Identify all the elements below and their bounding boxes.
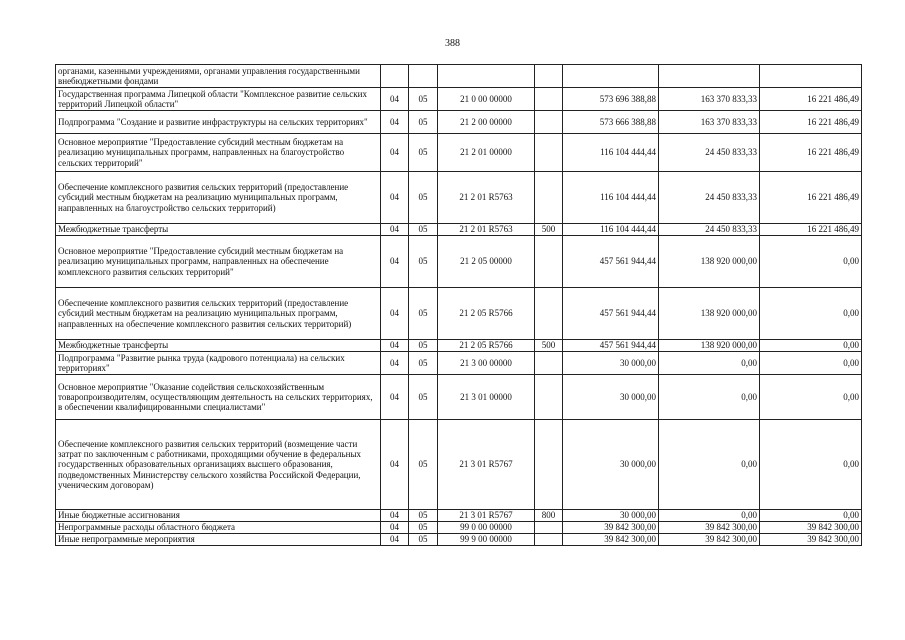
target-article-cell: 99 9 00 00000	[438, 534, 535, 546]
amount-year2-cell: 0,00	[659, 510, 760, 522]
amount-year1-cell: 457 561 944,44	[563, 288, 659, 340]
amount-year2-cell	[659, 65, 760, 88]
expense-type-cell	[535, 352, 563, 375]
table-row	[56, 88, 862, 111]
expense-type-cell: 800	[535, 510, 563, 522]
row-name-cell: Межбюджетные трансферты	[56, 340, 381, 352]
section-code-cell: 04	[381, 534, 409, 546]
section-code-cell: 04	[381, 88, 409, 111]
section-code-cell: 04	[381, 236, 409, 288]
expense-type-cell	[535, 375, 563, 420]
amount-year1-cell: 30 000,00	[563, 375, 659, 420]
expense-type-cell	[535, 522, 563, 534]
section-code-cell: 04	[381, 522, 409, 534]
amount-year2-cell: 24 450 833,33	[659, 172, 760, 224]
section-code-cell: 04	[381, 352, 409, 375]
target-article-cell: 21 2 00 00000	[438, 111, 535, 134]
expense-type-cell	[535, 88, 563, 111]
expense-type-cell	[535, 111, 563, 134]
section-code-cell: 04	[381, 420, 409, 510]
section-code-cell: 04	[381, 340, 409, 352]
amount-year1-cell: 39 842 300,00	[563, 534, 659, 546]
row-name-cell: Подпрограмма "Развитие рынка труда (кадрового потенциала) на сельских территориях"	[56, 352, 381, 375]
amount-year1-cell: 573 666 388,88	[563, 111, 659, 134]
amount-year2-cell: 138 920 000,00	[659, 236, 760, 288]
target-article-cell: 21 3 01 R5767	[438, 420, 535, 510]
amount-year3-cell: 0,00	[760, 352, 862, 375]
amount-year1-cell: 573 696 388,88	[563, 88, 659, 111]
target-article-cell: 21 3 01 00000	[438, 375, 535, 420]
amount-year3-cell: 0,00	[760, 510, 862, 522]
row-name-cell: Основное мероприятие "Предоставление субсидий местным бюджетам на реализацию муниципальных программ, направленных на обеспечение комплексного развития сельских территорий"	[56, 236, 381, 288]
amount-year2-cell: 138 920 000,00	[659, 340, 760, 352]
row-name-cell: органами, казенными учреждениями, органами управления государственными внебюджетными фондами	[56, 65, 381, 88]
amount-year3-cell: 0,00	[760, 340, 862, 352]
subsection-code-cell: 05	[409, 134, 438, 172]
expense-type-cell	[535, 134, 563, 172]
table-row	[56, 420, 862, 510]
amount-year1-cell: 30 000,00	[563, 510, 659, 522]
target-article-cell: 21 2 01 00000	[438, 134, 535, 172]
table-row	[56, 510, 862, 522]
amount-year2-cell: 39 842 300,00	[659, 522, 760, 534]
target-article-cell: 21 0 00 00000	[438, 88, 535, 111]
row-name-cell: Подпрограмма "Создание и развитие инфраструктуры на сельских территориях"	[56, 111, 381, 134]
target-article-cell: 21 3 01 R5767	[438, 510, 535, 522]
amount-year1-cell: 30 000,00	[563, 352, 659, 375]
subsection-code-cell: 05	[409, 236, 438, 288]
amount-year3-cell: 16 221 486,49	[760, 111, 862, 134]
target-article-cell: 21 2 05 00000	[438, 236, 535, 288]
amount-year3-cell: 16 221 486,49	[760, 172, 862, 224]
row-name-cell: Основное мероприятие "Оказание содействия сельскохозяйственным товаропроизводителям, осуществляющим деятельность на сельских территориях, в обеспечении квалифицированными специалистами"	[56, 375, 381, 420]
amount-year2-cell: 24 450 833,33	[659, 134, 760, 172]
subsection-code-cell: 05	[409, 88, 438, 111]
amount-year3-cell: 0,00	[760, 236, 862, 288]
target-article-cell: 21 2 01 R5763	[438, 172, 535, 224]
row-name-cell: Иные бюджетные ассигнования	[56, 510, 381, 522]
amount-year3-cell: 0,00	[760, 288, 862, 340]
section-code-cell: 04	[381, 510, 409, 522]
amount-year3-cell: 39 842 300,00	[760, 534, 862, 546]
section-code-cell: 04	[381, 288, 409, 340]
table-row	[56, 224, 862, 236]
row-name-cell: Непрограммные расходы областного бюджета	[56, 522, 381, 534]
amount-year2-cell: 0,00	[659, 420, 760, 510]
page-number: 388	[445, 38, 460, 49]
amount-year2-cell: 39 842 300,00	[659, 534, 760, 546]
table-row	[56, 522, 862, 534]
amount-year2-cell: 163 370 833,33	[659, 111, 760, 134]
section-code-cell: 04	[381, 172, 409, 224]
subsection-code-cell	[409, 65, 438, 88]
amount-year3-cell: 0,00	[760, 420, 862, 510]
target-article-cell	[438, 65, 535, 88]
subsection-code-cell: 05	[409, 172, 438, 224]
table-row	[56, 236, 862, 288]
amount-year1-cell: 30 000,00	[563, 420, 659, 510]
amount-year3-cell: 16 221 486,49	[760, 134, 862, 172]
target-article-cell: 99 0 00 00000	[438, 522, 535, 534]
subsection-code-cell: 05	[409, 111, 438, 134]
target-article-cell: 21 2 01 R5763	[438, 224, 535, 236]
amount-year1-cell: 39 842 300,00	[563, 522, 659, 534]
amount-year1-cell: 457 561 944,44	[563, 236, 659, 288]
row-name-cell: Обеспечение комплексного развития сельских территорий (возмещение части затрат по заключенным с работниками, проходящими обучение в федеральных государственных образовательных организациях высшего образования, подведомственных Министерству сельского хозяйства Российской Федерации, ученическим договорам)	[56, 420, 381, 510]
budget-table	[55, 64, 862, 546]
subsection-code-cell: 05	[409, 420, 438, 510]
row-name-cell: Межбюджетные трансферты	[56, 224, 381, 236]
subsection-code-cell: 05	[409, 224, 438, 236]
subsection-code-cell: 05	[409, 510, 438, 522]
target-article-cell: 21 3 00 00000	[438, 352, 535, 375]
amount-year1-cell: 116 104 444,44	[563, 172, 659, 224]
expense-type-cell: 500	[535, 340, 563, 352]
expense-type-cell	[535, 65, 563, 88]
section-code-cell: 04	[381, 224, 409, 236]
table-row	[56, 288, 862, 340]
row-name-cell: Обеспечение комплексного развития сельских территорий (предоставление субсидий местным бюджетам на реализацию муниципальных программ, направленных на благоустройство сельских территорий)	[56, 172, 381, 224]
expense-type-cell	[535, 172, 563, 224]
table-row	[56, 65, 862, 88]
expense-type-cell	[535, 420, 563, 510]
table-row	[56, 340, 862, 352]
table-body	[56, 65, 862, 546]
amount-year1-cell: 116 104 444,44	[563, 224, 659, 236]
table-row	[56, 352, 862, 375]
amount-year2-cell: 0,00	[659, 352, 760, 375]
amount-year1-cell: 457 561 944,44	[563, 340, 659, 352]
section-code-cell: 04	[381, 111, 409, 134]
expense-type-cell	[535, 236, 563, 288]
subsection-code-cell: 05	[409, 534, 438, 546]
subsection-code-cell: 05	[409, 340, 438, 352]
subsection-code-cell: 05	[409, 522, 438, 534]
table-row	[56, 134, 862, 172]
row-name-cell: Иные непрограммные мероприятия	[56, 534, 381, 546]
table-row	[56, 375, 862, 420]
subsection-code-cell: 05	[409, 375, 438, 420]
amount-year1-cell	[563, 65, 659, 88]
expense-type-cell	[535, 288, 563, 340]
row-name-cell: Основное мероприятие "Предоставление субсидий местным бюджетам на реализацию муниципальных программ, направленных на благоустройство сельских территорий"	[56, 134, 381, 172]
target-article-cell: 21 2 05 R5766	[438, 340, 535, 352]
row-name-cell: Государственная программа Липецкой области "Комплексное развитие сельских территорий Липецкой области"	[56, 88, 381, 111]
amount-year2-cell: 0,00	[659, 375, 760, 420]
amount-year1-cell: 116 104 444,44	[563, 134, 659, 172]
amount-year3-cell: 39 842 300,00	[760, 522, 862, 534]
amount-year3-cell	[760, 65, 862, 88]
amount-year2-cell: 163 370 833,33	[659, 88, 760, 111]
section-code-cell	[381, 65, 409, 88]
subsection-code-cell: 05	[409, 288, 438, 340]
amount-year3-cell: 0,00	[760, 375, 862, 420]
table-row	[56, 111, 862, 134]
amount-year2-cell: 24 450 833,33	[659, 224, 760, 236]
target-article-cell: 21 2 05 R5766	[438, 288, 535, 340]
section-code-cell: 04	[381, 134, 409, 172]
expense-type-cell	[535, 534, 563, 546]
amount-year2-cell: 138 920 000,00	[659, 288, 760, 340]
amount-year3-cell: 16 221 486,49	[760, 88, 862, 111]
expense-type-cell: 500	[535, 224, 563, 236]
table-row	[56, 172, 862, 224]
row-name-cell: Обеспечение комплексного развития сельских территорий (предоставление субсидий местным бюджетам на реализацию муниципальных программ, направленных на обеспечение комплексного развития сельских территорий)	[56, 288, 381, 340]
subsection-code-cell: 05	[409, 352, 438, 375]
section-code-cell: 04	[381, 375, 409, 420]
table-row	[56, 534, 862, 546]
amount-year3-cell: 16 221 486,49	[760, 224, 862, 236]
